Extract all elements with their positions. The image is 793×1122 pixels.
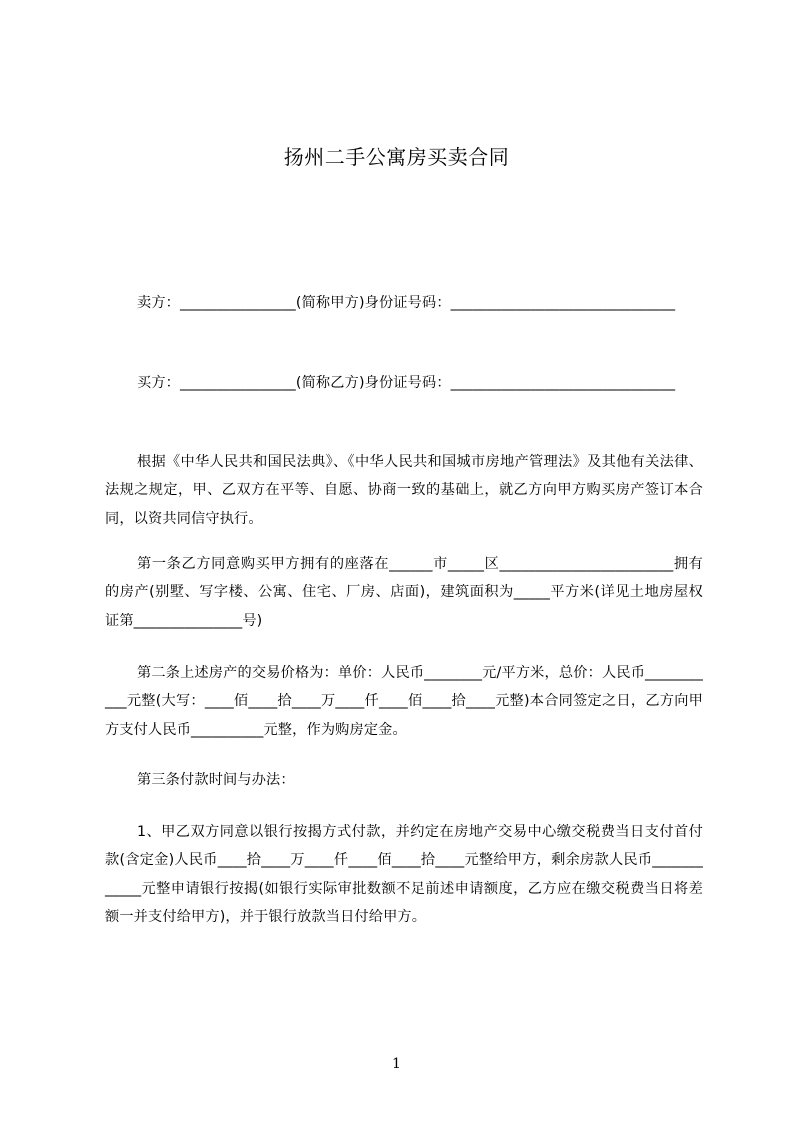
- article-1-paragraph: 第一条乙方同意购买甲方拥有的座落在______市_____区________________________拥有的房产(别墅、写字楼、公寓、住宅、厂房、店面)，建筑面积为_____平方米(详见土地房屋权证第_______________号): [105, 556, 703, 629]
- page-number: 1: [392, 1056, 401, 1072]
- buyer-paragraph: 买方：________________(简称乙方)身份证号码：_______________________________: [137, 375, 676, 391]
- page-title: 扬州二手公寓房买卖合同: [283, 145, 510, 169]
- article-3-clause-1: 1、甲乙双方同意以银行按揭方式付款，并约定在房地产交易中心缴交税费当日支付首付款(含定金)人民币____拾____万____仟____佰____拾____元整给甲方，剩余房款人民币____________元整申请银行按揭(如银行实际审批数额不足前述申请额度，乙方应在缴交税费当日将差额一并支付给甲方)，并于银行放款当日付给甲方。: [105, 824, 703, 926]
- seller-paragraph: 卖方：________________(简称甲方)身份证号码：_______________________________: [137, 295, 676, 311]
- article-2-paragraph: 第二条上述房产的交易价格为：单价：人民币________元/平方米，总价：人民币___________元整(大写：____佰____拾____万____仟____佰____拾____元整)本合同签定之日，乙方向甲方支付人民币__________元整，作为购房定金。: [105, 665, 703, 738]
- article-3-heading: 第三条付款时间与办法：: [137, 772, 295, 788]
- preamble-paragraph: 根据《中华人民共和国民法典》、《中华人民共和国城市房地产管理法》及其他有关法律、法规之规定，甲、乙双方在平等、自愿、协商一致的基础上，就乙方向甲方购买房产签订本合同，以资共同信守执行。: [105, 454, 703, 527]
